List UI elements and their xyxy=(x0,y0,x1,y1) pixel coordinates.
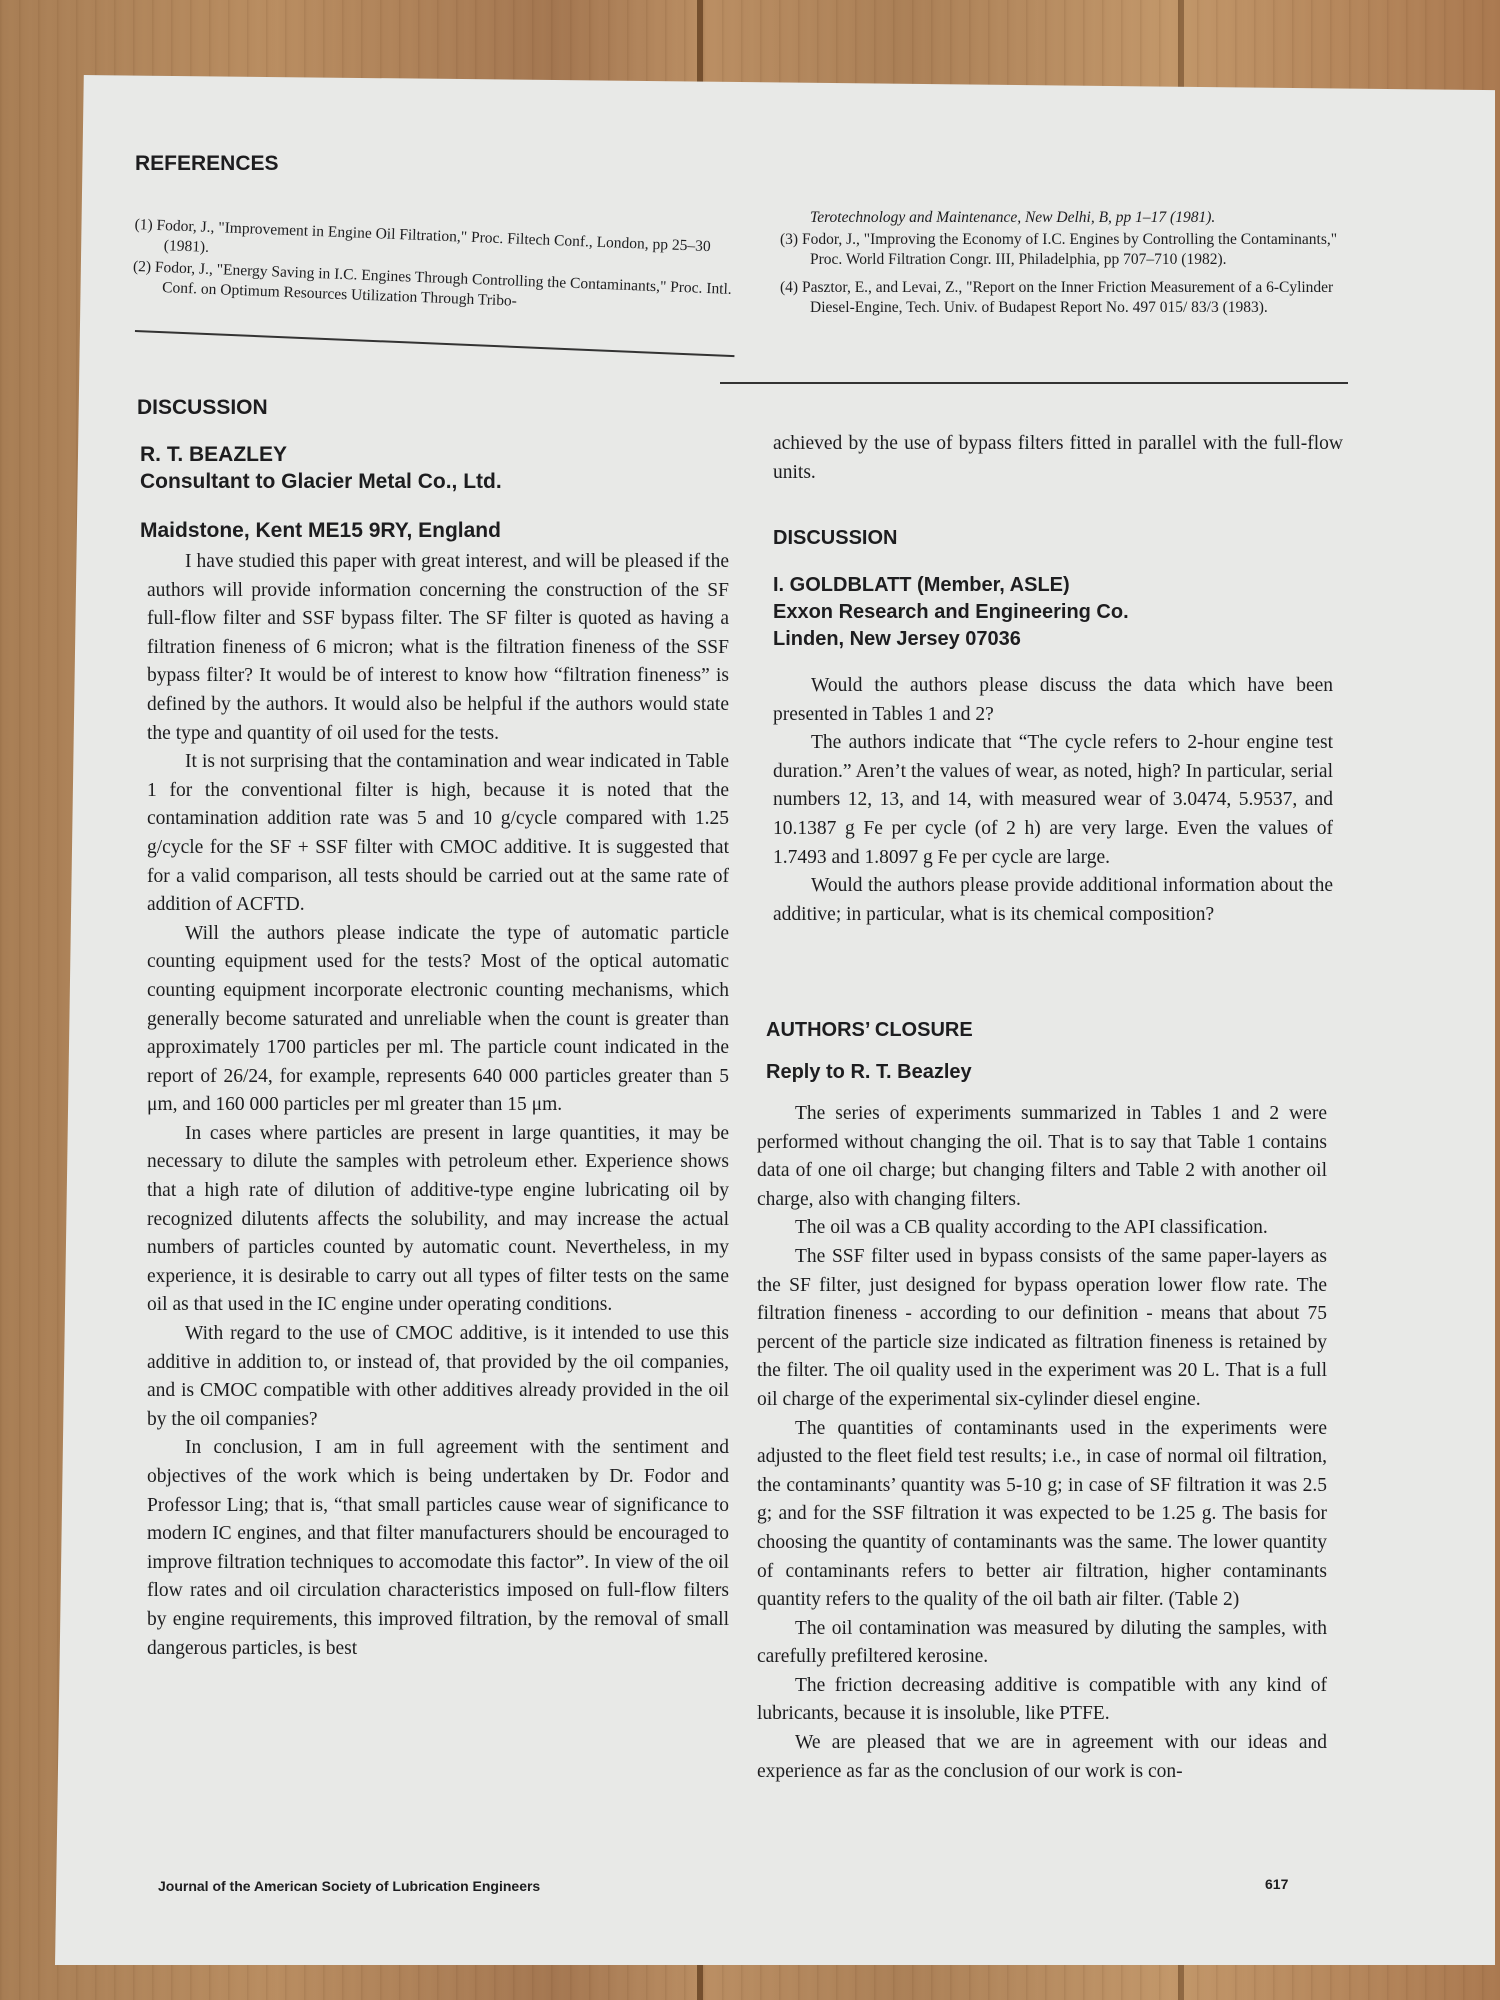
page-number: 617 xyxy=(1265,1876,1289,1892)
paragraph: In cases where particles are present in large quantities, it may be necessary to dilute the samples with petroleum ether. Experience shows that a high rate of dilution of additive-type engine lubricating oil by recognized dilutents affects the solubility, and may increase the actual numbers of particles counted by automatic count. Nevertheless, in my experience, it is desirable to carry out all types of filter tests on the same oil as that used in the IC engine under operating conditions. xyxy=(147,1122,729,1316)
discussion-continuation xyxy=(773,430,1343,487)
paragraph: In conclusion, I am in full agreement with the sentiment and objectives of the work which is being undertaken by Dr. Fodor and Professor Ling; that is, “that small particles cause wear of significance to modern IC engines, and that filter manufacturers should be encouraged to improve filtration techniques to accomodate this factor”. In view of the oil flow rates and oil circulation characteristics imposed on full-flow filters by engine requirements, this improved filtration, by the removal of small dangerous particles, is best xyxy=(147,1437,729,1659)
reference-item: Terotechnology and Maintenance, New Delhi, B, pp 1–17 (1981). xyxy=(810,209,1216,226)
references-left-column xyxy=(132,215,735,320)
closure-heading: AUTHORS’ CLOSURE xyxy=(766,1019,973,1041)
references-heading: REFERENCES xyxy=(135,152,279,175)
discussion-body xyxy=(147,548,729,1663)
paragraph: The quantities of contaminants used in the experiments were adjusted to the fleet field test results; i.e., in case of normal oil filtration, the contaminants’ quantity was 5-10 g; in case of SF filtration it was 2.5 g; and for the SSF filtration it was expected to be 1.25 g. The basis for choosing the quantity of contaminants was the same. The lower quantity of contaminants refers to better air filtration, higher contaminants quantity refers to the quality of the oil bath air filter. (Table 2) xyxy=(757,1417,1327,1611)
author-address: Maidstone, Kent ME15 9RY, England xyxy=(140,519,501,542)
reference-item: (3) Fodor, J., "Improving the Economy of I.C. Engines by Controlling the Contaminants," Proc. World Filtration Congr. III, Philadelphia, pp 707–710 (1982). xyxy=(780,231,1338,268)
closure-subheading: Reply to R. T. Beazley xyxy=(766,1061,972,1083)
reference-item: (2) Fodor, J., "Energy Saving in I.C. Engines Through Controlling the Contaminants," Proc. Intl. Conf. on Optimum Resources Utilization Through Tribo- xyxy=(132,257,733,310)
references-right-column xyxy=(780,208,1360,318)
paragraph: The oil was a CB quality according to the API classification. xyxy=(795,1217,1268,1239)
paragraph: The series of experiments summarized in Tables 1 and 2 were performed without changing the oil. That is to say that Table 1 contains data of one oil charge; but changing filters and Table 2 with another oil charge, also with changing filters. xyxy=(757,1103,1327,1210)
author-affiliation: Exxon Research and Engineering Co. xyxy=(773,601,1129,623)
author-address: Linden, New Jersey 07036 xyxy=(773,628,1021,650)
reference-item: (4) Pasztor, E., and Levai, Z., "Report on the Inner Friction Measurement of a 6-Cylinder Diesel-Engine, Tech. Univ. of Budapest Report No. 497 015/ 83/3 (1983). xyxy=(780,279,1334,316)
discussion-body xyxy=(773,672,1333,929)
paragraph: The authors indicate that “The cycle refers to 2-hour engine test duration.” Aren’t the values of wear, as noted, high? In particular, serial numbers 12, 13, and 14, with measured wear of 3.0474, 5.9537, and 10.1387 g Fe per cycle (of 2 h) are very large. Even the values of 1.7493 and 1.8097 g Fe per cycle are large. xyxy=(773,732,1333,868)
paragraph: The SSF filter used in bypass consists of the same paper-layers as the SF filter, just designed for bypass operation lower flow rate. The filtration fineness - according to our definition - means that about 75 percent of the particle size indicated as filtration fineness is retained by the filter. The oil quality used in the experiment was 20 L. That is a full oil charge of the experimental six-cylinder diesel engine. xyxy=(757,1245,1327,1410)
paragraph: We are pleased that we are in agreement with our ideas and experience as far as the conclusion of our work is con- xyxy=(757,1732,1327,1782)
discussion-heading: DISCUSSION xyxy=(137,396,268,419)
paragraph: The oil contamination was measured by diluting the samples, with carefully prefiltered kerosine. xyxy=(757,1617,1327,1668)
reference-item: (1) Fodor, J., "Improvement in Engine Oil Filtration," Proc. Filtech Conf., London, pp 25–30 (1981). xyxy=(134,215,711,256)
paragraph: It is not surprising that the contamination and wear indicated in Table 1 for the conventional filter is high, because it is noted that the contamination addition rate was 5 and 10 g/cycle compared with 1.25 g/cycle for the SF + SSF filter with CMOC additive. It is suggested that for a valid comparison, all tests should be carried out at the same rate of addition of ACFTD. xyxy=(147,751,729,916)
author-affiliation: Consultant to Glacier Metal Co., Ltd. xyxy=(140,470,502,493)
journal-footer: Journal of the American Society of Lubrication Engineers xyxy=(158,1878,541,1894)
paragraph: I have studied this paper with great interest, and will be pleased if the authors will provide information concerning the construction of the SF full-flow filter and SSF bypass filter. The SF filter is quoted as having a filtration fineness of 6 micron; what is the filtration fineness of the SSF bypass filter? It would be of interest to know how “filtration fineness” is defined by the authors. It would also be helpful if the authors would state the type and quantity of oil used for the tests. xyxy=(147,551,729,744)
paragraph: With regard to the use of CMOC additive, is it intended to use this additive in addition to, or instead of, that provided by the oil companies, and is CMOC compatible with other additives already provided in the oil by the oil companies? xyxy=(147,1323,729,1430)
paragraph: The friction decreasing additive is compatible with any kind of lubricants, because it is insoluble, like PTFE. xyxy=(757,1674,1327,1725)
paragraph: Would the authors please discuss the data which have been presented in Tables 1 and 2? xyxy=(773,675,1333,725)
discussion-heading: DISCUSSION xyxy=(773,527,898,549)
author-name: R. T. BEAZLEY xyxy=(140,443,288,466)
section-rule xyxy=(720,382,1348,384)
paragraph: Will the authors please indicate the type of automatic particle counting equipment used for the tests? Most of the optical automatic counting equipment incorporate electronic counting mechanisms, which generally become saturated and unreliable when the count is greater than approximately 1700 particles per ml. The particle count indicated in the report of 26/24, for example, represents 640 000 particles greater than 5 μm, and 160 000 particles per ml greater than 15 μm. xyxy=(147,922,729,1116)
paragraph: Would the authors please provide additional information about the additive; in particular, what is its chemical composition? xyxy=(773,875,1333,925)
author-name: I. GOLDBLATT (Member, ASLE) xyxy=(773,574,1070,596)
closure-body xyxy=(757,1100,1327,1786)
section-rule xyxy=(135,330,735,357)
paragraph: achieved by the use of bypass filters fitted in parallel with the full-flow units. xyxy=(773,433,1343,483)
